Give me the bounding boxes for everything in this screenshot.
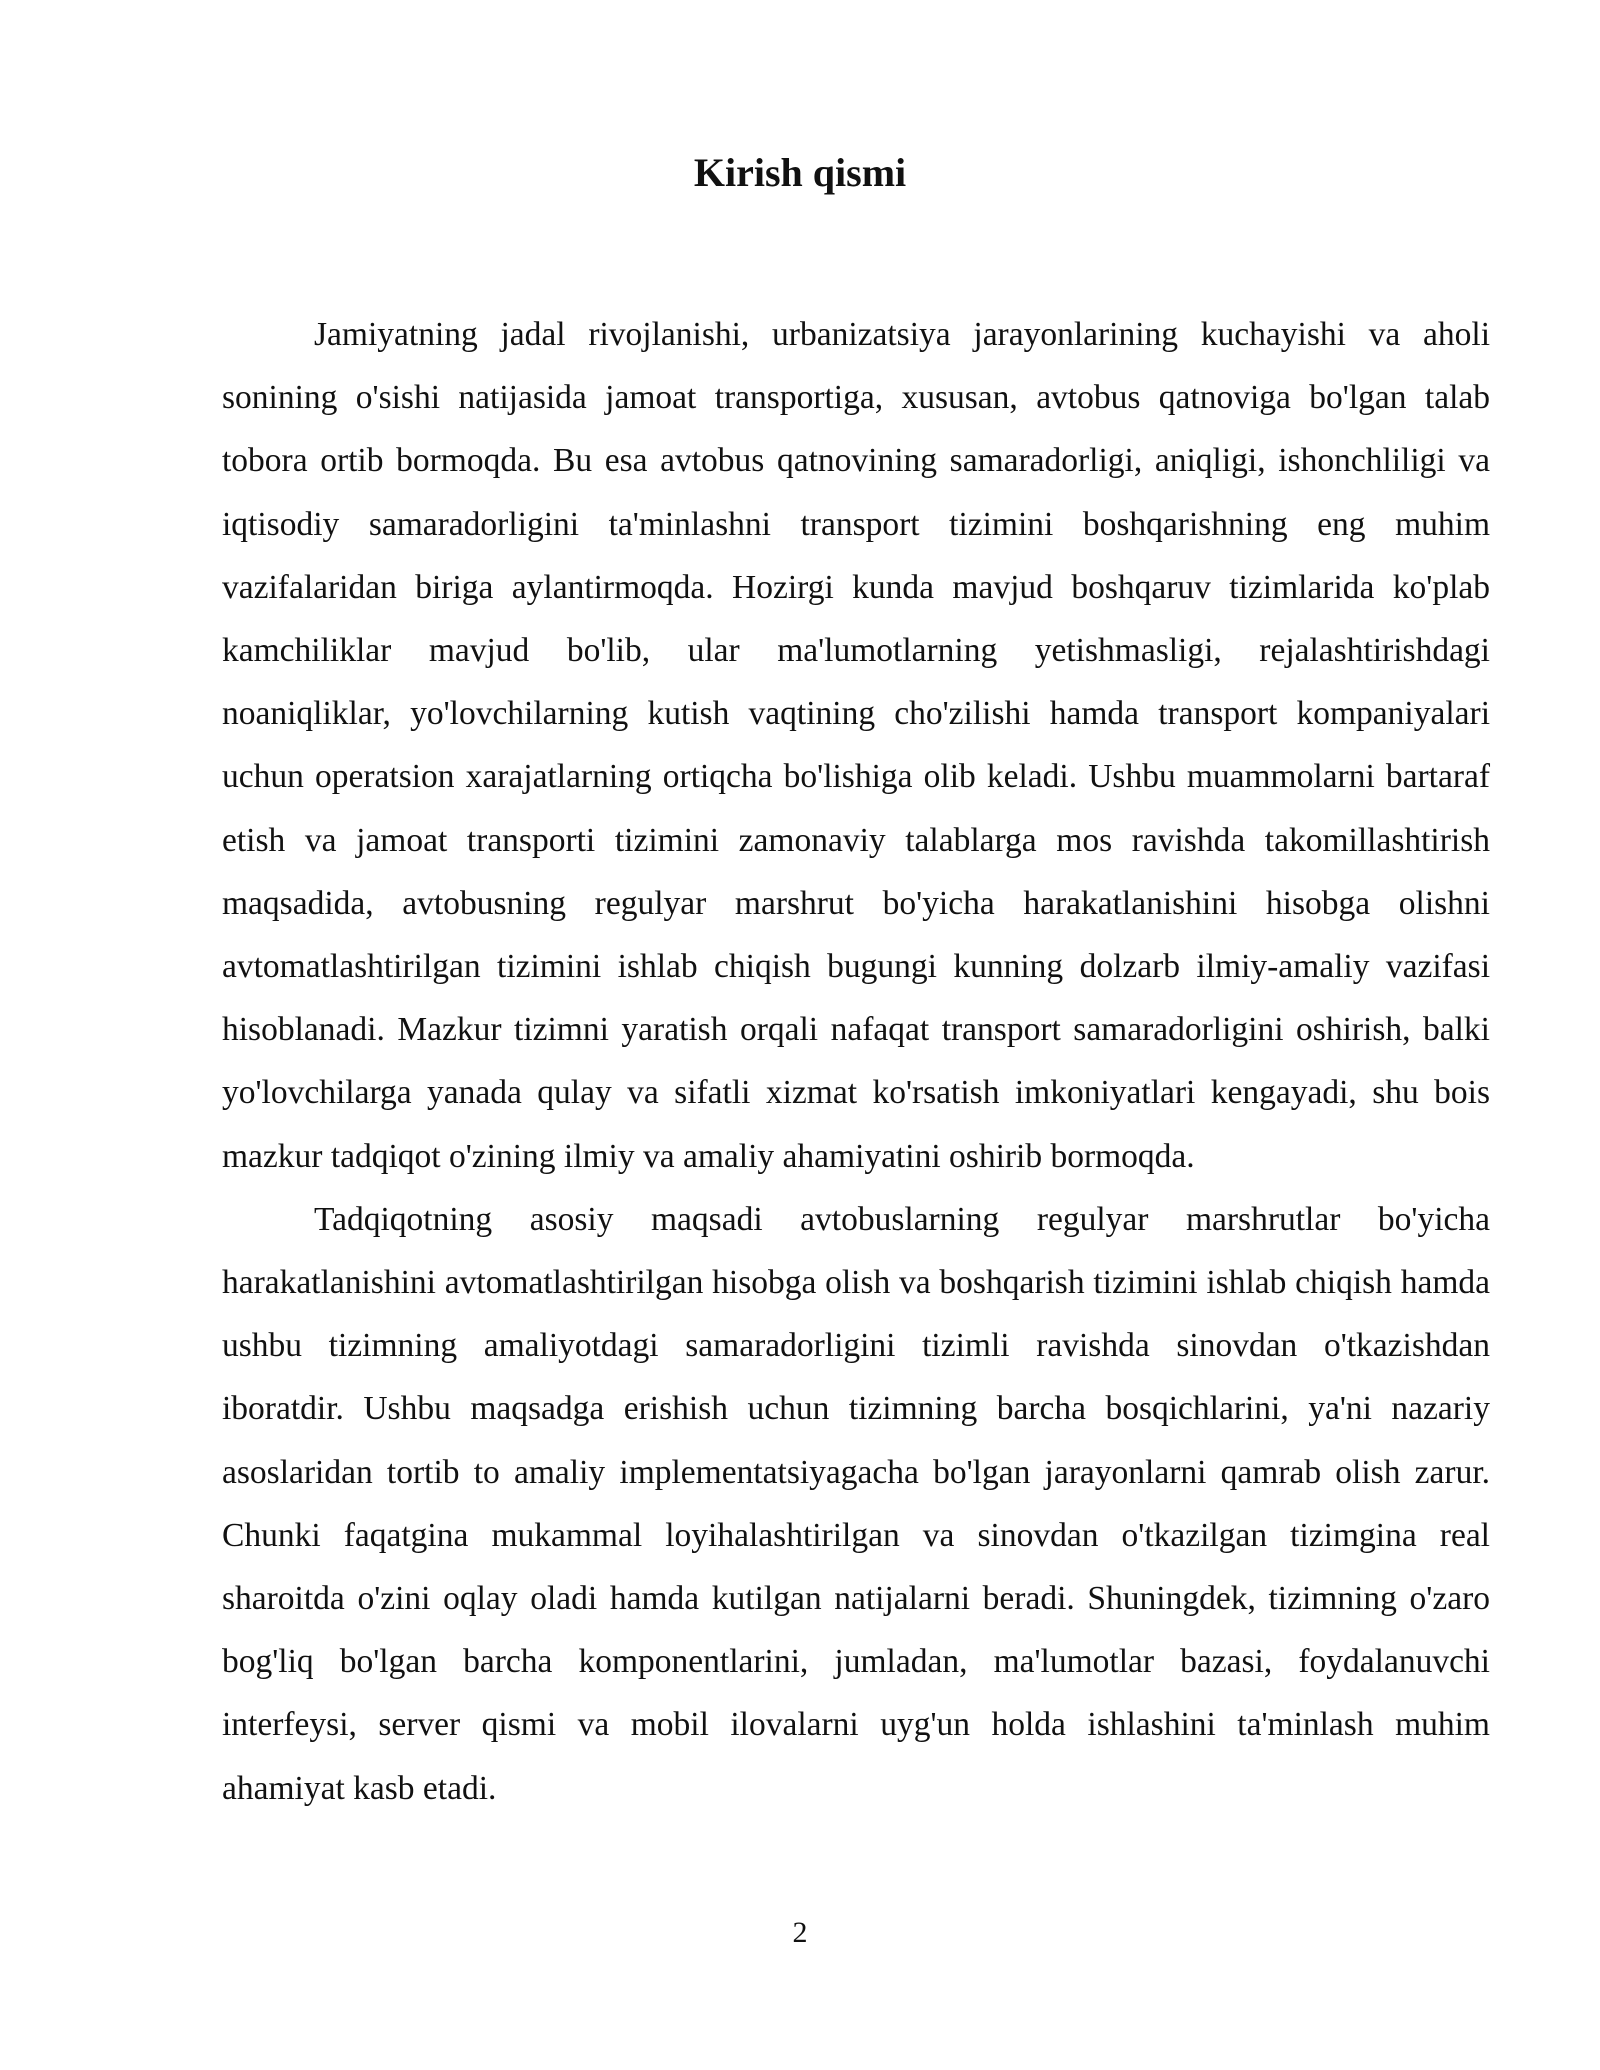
page-number: 2 <box>792 1916 808 1949</box>
document-body <box>222 303 1490 1820</box>
paragraph-2: Tadqiqotning asosiy maqsadi avtobuslarning regulyar marshrutlar bo'yicha harakatlanishini avtomatlashtirilgan hisobga olish va boshqarish tizimini ishlab chiqish hamda ushbu tizimning amaliyotdagi samaradorligini tizimli ravishda sinovdan o'tkazishdan iboratdir. Ushbu maqsadga erishish uchun tizimning barcha bosqichlarini, ya'ni nazariy asoslaridan tortib to amaliy implementatsiyagacha bo'lgan jarayonlarni qamrab olish zarur. Chunki faqatgina mukammal loyihalashtirilgan va sinovdan o'tkazilgan tizimgina real sharoitda o'zini oqlay oladi hamda kutilgan natijalarni beradi. Shuningdek, tizimning o'zaro bog'liq bo'lgan barcha komponentlarini, jumladan, ma'lumotlar bazasi, foydalanuvchi interfeysi, server qismi va mobil ilovalarni uyg'un holda ishlashini ta'minlash muhim ahamiyat kasb etadi. <box>222 1200 1490 1807</box>
page-title: Kirish qismi <box>693 150 907 195</box>
paragraph-1: Jamiyatning jadal rivojlanishi, urbanizatsiya jarayonlarining kuchayishi va aholi sonining o'sishi natijasida jamoat transportiga, xususan, avtobus qatnoviga bo'lgan talab tobora ortib bormoqda. Bu esa avtobus qatnovining samaradorligi, aniqligi, ishonchliligi va iqtisodiy samaradorligini ta'minlashni transport tizimini boshqarishning eng muhim vazifalaridan biriga aylantirmoqda. Hozirgi kunda mavjud boshqaruv tizimlarida ko'plab kamchiliklar mavjud bo'lib, ular ma'lumotlarning yetishmasligi, rejalashtirishdagi noaniqliklar, yo'lovchilarning kutish vaqtining cho'zilishi hamda transport kompaniyalari uchun operatsion xarajatlarning ortiqcha bo'lishiga olib keladi. Ushbu muammolarni bartaraf etish va jamoat transporti tizimini zamonaviy talablarga mos ravishda takomillashtirish maqsadida, avtobusning regulyar marshrut bo'yicha harakatlanishini hisobga olishni avtomatlashtirilgan tizimini ishlab chiqish bugungi kunning dolzarb ilmiy-amaliy vazifasi hisoblanadi. Mazkur tizimni yaratish orqali nafaqat transport samaradorligini oshirish, balki yo'lovchilarga yanada qulay va sifatli xizmat ko'rsatish imkoniyatlari kengayadi, shu bois mazkur tadqiqot o'zining ilmiy va amaliy ahamiyatini oshirib bormoqda. <box>222 316 1490 1175</box>
